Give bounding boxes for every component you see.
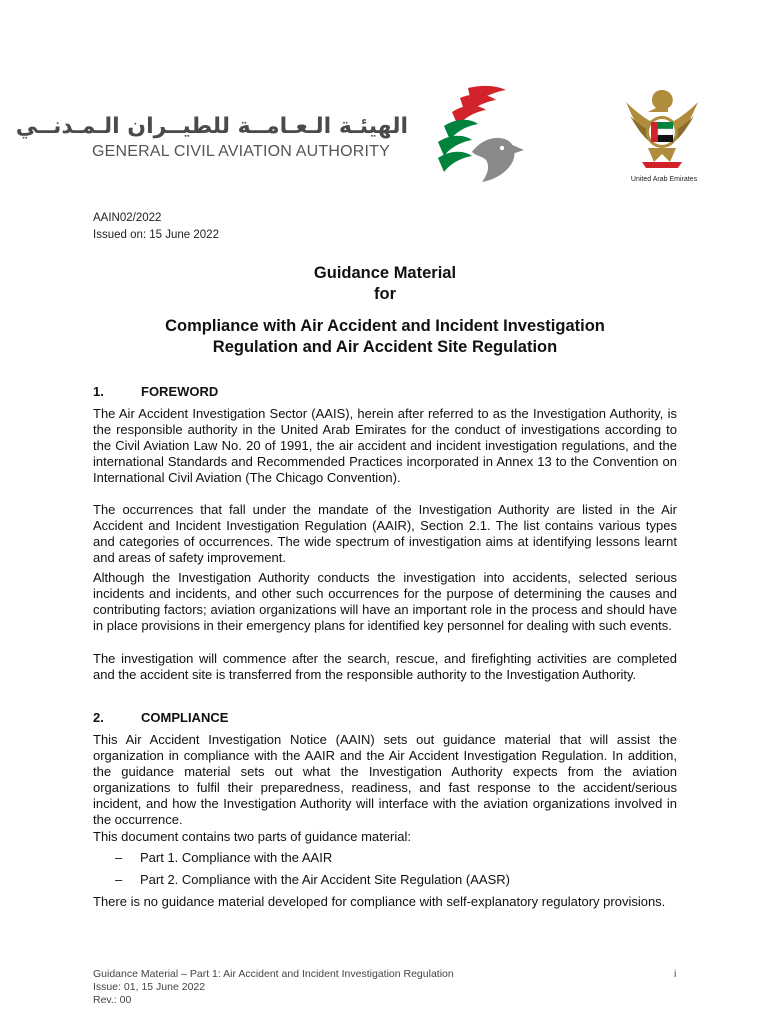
- foreword-paragraph-1: The Air Accident Investigation Sector (AAIS), herein after referred to as the Investigation Authority, is the responsible authority in the United Arab Emirates for the conduct of investigations according to the Civil Aviation Law No. 20 of 1991, the air accident and incident investigation regulations, and the international Standards and Recommended Practices incorporated in Annex 13 to the Convention on International Civil Aviation (The Chicago Convention).: [93, 406, 677, 485]
- foreword-paragraph-4: The investigation will commence after the search, rescue, and firefighting activities are completed and the accident site is transferred from the responsible authority to the Investigation Authority.: [93, 651, 677, 682]
- footer-document-title: Guidance Material – Part 1: Air Accident and Incident Investigation Regulation: [93, 968, 454, 980]
- foreword-paragraph-2: The occurrences that fall under the mandate of the Investigation Authority are listed in the Air Accident and Incident Investigation Regulation (AAIR), Section 2.1. The list contains various types and categories of occurrences. The wide spectrum of investigation aims at identifying lessons learnt and areas of safety improvement.: [93, 502, 677, 565]
- authority-name-english: GENERAL CIVIL AVIATION AUTHORITY: [92, 143, 391, 160]
- section-number: 2.: [93, 710, 104, 725]
- compliance-paragraph-3: There is no guidance material developed for compliance with self-explanatory regulatory provisions.: [93, 894, 666, 909]
- dash-icon: –: [115, 872, 123, 887]
- title-line-2: for: [374, 285, 396, 303]
- footer-issue: Issue: 01, 15 June 2022: [93, 981, 206, 993]
- gcaa-falcon-logo: [424, 82, 530, 190]
- list-item: [115, 872, 510, 888]
- authority-name-arabic: الهيئـة الـعـامــة للطيــران الـمـدنــي: [15, 114, 408, 139]
- uae-emblem: [618, 82, 706, 172]
- title-line-1: Guidance Material: [313, 264, 457, 282]
- section-title: COMPLIANCE: [141, 710, 229, 725]
- section-title: FOREWORD: [141, 384, 219, 399]
- title-line-4: Regulation and Air Accident Site Regulation: [212, 338, 558, 356]
- dash-icon: –: [115, 850, 123, 865]
- section-heading-foreword: [93, 384, 218, 399]
- list-item: [115, 850, 332, 866]
- page-number: i: [674, 968, 677, 980]
- section-number: 1.: [93, 384, 104, 399]
- foreword-paragraph-3: Although the Investigation Authority conducts the investigation into accidents, selected serious incidents and incidents, and other such occurrences for the purpose of determining the causes and contributing factors; aviation organizations will have an important role in the process and should have in place provisions in their emergency plans for identified key personnel for dealing with such events.: [93, 570, 677, 633]
- footer-revision: Rev.: 00: [93, 994, 132, 1006]
- country-caption: United Arab Emirates: [630, 176, 698, 183]
- title-line-3: Compliance with Air Accident and Incident Investigation: [165, 317, 605, 335]
- section-heading-compliance: [93, 710, 228, 725]
- compliance-paragraph-2: This document contains two parts of guidance material:: [93, 829, 411, 844]
- document-code: AAIN02/2022: [93, 212, 162, 224]
- issue-date: Issued on: 15 June 2022: [93, 229, 219, 241]
- compliance-paragraph-1: This Air Accident Investigation Notice (AAIN) sets out guidance material that will assist the organization in compliance with the AAIR and the Air Accident Investigation Regulation. In addition, the guidance material sets out what the Investigation Authority expects from the aviation organizations to fulfil their preparedness, readiness, and fast response to the accident/serious incident, and how the Investigation Authority will interface with the aviation organizations involved in the occurrence.: [93, 732, 677, 827]
- list-item-text: Part 2. Compliance with the Air Accident Site Regulation (AASR): [140, 872, 510, 887]
- list-item-text: Part 1. Compliance with the AAIR: [140, 850, 333, 865]
